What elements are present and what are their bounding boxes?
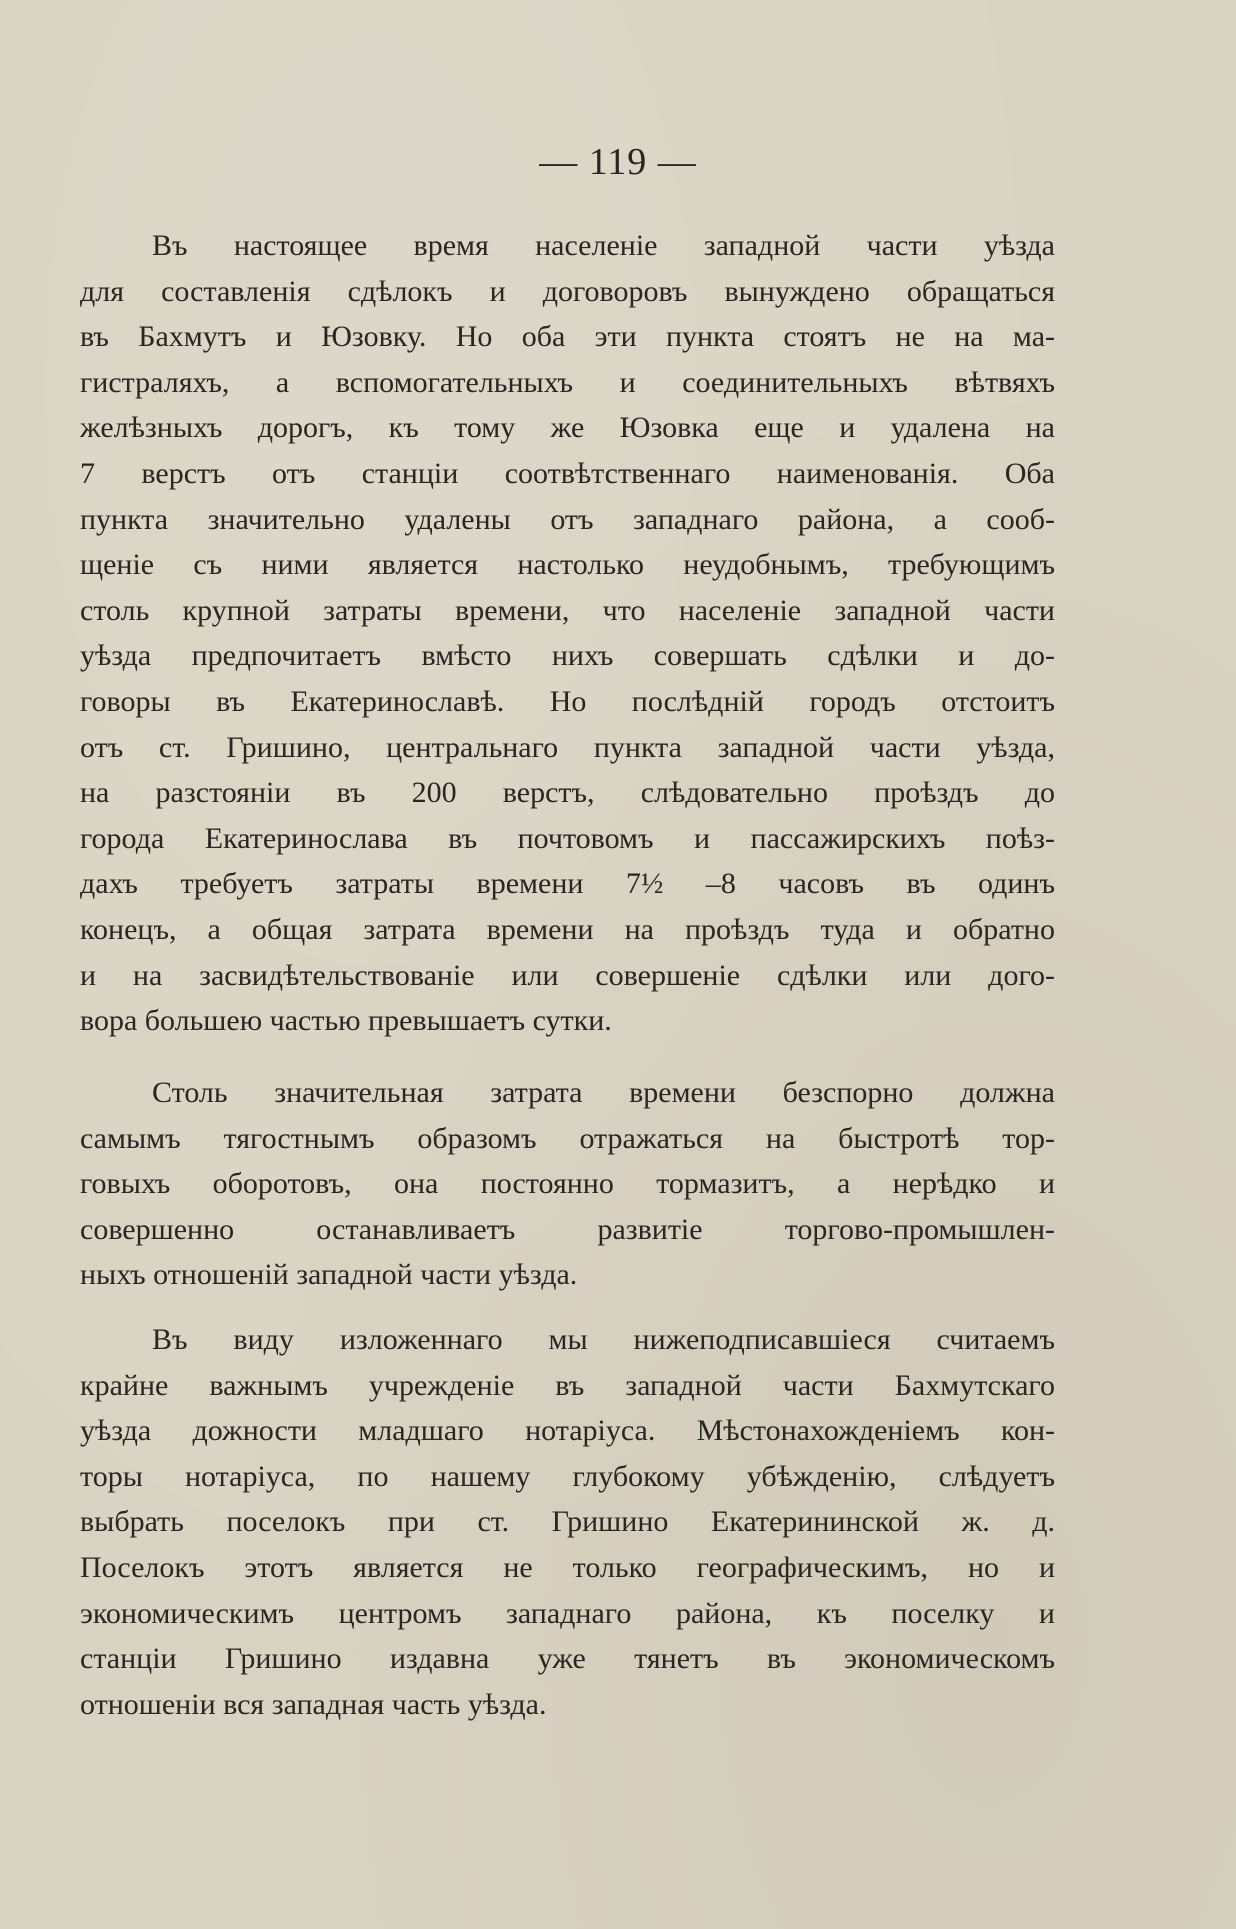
text-line: столь крупной затраты времени, что населеніе западной части [80, 593, 1055, 627]
text-line: 7 верстъ отъ станціи соотвѣтственнаго наименованія. Оба [80, 456, 1055, 490]
text-line: крайне важнымъ учрежденіе въ западной части Бахмутскаго [80, 1368, 1055, 1402]
text-line: торы нотаріуса, по нашему глубокому убѣжденію, слѣдуетъ [80, 1459, 1055, 1493]
text-line: для составленія сдѣлокъ и договоровъ вынуждено обращаться [80, 274, 1055, 308]
text-line: щеніе съ ними является настолько неудобнымъ, требующимъ [80, 548, 1055, 582]
text-line: выбрать поселокъ при ст. Гришино Екатерининской ж. д. [80, 1505, 1055, 1539]
text-line: самымъ тягостнымъ образомъ отражаться на быстротѣ тор- [80, 1121, 1055, 1155]
page-number: — 119 — [539, 141, 697, 183]
text-line: и на засвидѣтельствованіе или совершеніе сдѣлки или дого- [80, 958, 1055, 992]
text-line: ныхъ отношеній западной части уѣзда. [80, 1258, 578, 1292]
paragraph-3 [80, 1317, 1055, 1727]
text-line: гистраляхъ, а вспомогательныхъ и соединительныхъ вѣтвяхъ [80, 365, 1055, 399]
text-line: отношеніи вся западная часть уѣзда. [80, 1687, 547, 1721]
text-line: говыхъ оборотовъ, она постоянно тормазитъ, а нерѣдко и [80, 1167, 1055, 1201]
paragraph-2 [80, 1070, 1055, 1298]
paragraph-text [80, 1070, 1055, 1298]
text-line: вора большею частью превышаетъ сутки. [80, 1004, 612, 1038]
text-line: города Екатеринослава въ почтовомъ и пассажирскихъ поѣз- [80, 821, 1055, 855]
text-line: въ Бахмутъ и Юзовку. Но оба эти пункта стоятъ не на ма- [80, 320, 1055, 354]
text-line: говоры въ Екатеринославѣ. Но послѣдній городъ отстоитъ [80, 684, 1055, 718]
text-line: Въ настоящее время населеніе западной части уѣзда [152, 229, 1055, 262]
text-line: дахъ требуетъ затраты времени 7½ –8 часовъ въ одинъ [80, 867, 1055, 901]
text-line: станціи Гришино издавна уже тянетъ въ экономическомъ [80, 1642, 1055, 1676]
text-line: пункта значительно удалены отъ западнаго района, а сооб- [80, 502, 1055, 536]
text-line: уѣзда дожности младшаго нотаріуса. Мѣстонахожденіемъ кон- [80, 1414, 1055, 1448]
text-line: совершенно останавливаетъ развитіе торгово-промышлен- [80, 1212, 1055, 1246]
paragraph-text [80, 1317, 1055, 1727]
paragraph-1 [80, 223, 1055, 1044]
text-line: на разстояніи въ 200 верстъ, слѣдовательно проѣздъ до [80, 776, 1055, 810]
text-line: Поселокъ этотъ является не только географическимъ, но и [80, 1550, 1055, 1584]
text-line: Въ виду изложеннаго мы нижеподписавшіеся считаемъ [152, 1323, 1055, 1356]
text-line: желѣзныхъ дорогъ, къ тому же Юзовка еще и удалена на [80, 411, 1055, 445]
text-line: экономическимъ центромъ западнаго района, къ поселку и [80, 1596, 1055, 1630]
paragraph-text [80, 223, 1055, 1044]
text-line: конецъ, а общая затрата времени на проѣздъ туда и обратно [80, 912, 1055, 946]
text-line: уѣзда предпочитаетъ вмѣсто нихъ совершать сдѣлки и до- [80, 639, 1055, 673]
text-line: отъ ст. Гришино, центральнаго пункта западной части уѣзда, [80, 730, 1055, 764]
text-line: Столь значительная затрата времени безспорно должна [152, 1076, 1055, 1109]
